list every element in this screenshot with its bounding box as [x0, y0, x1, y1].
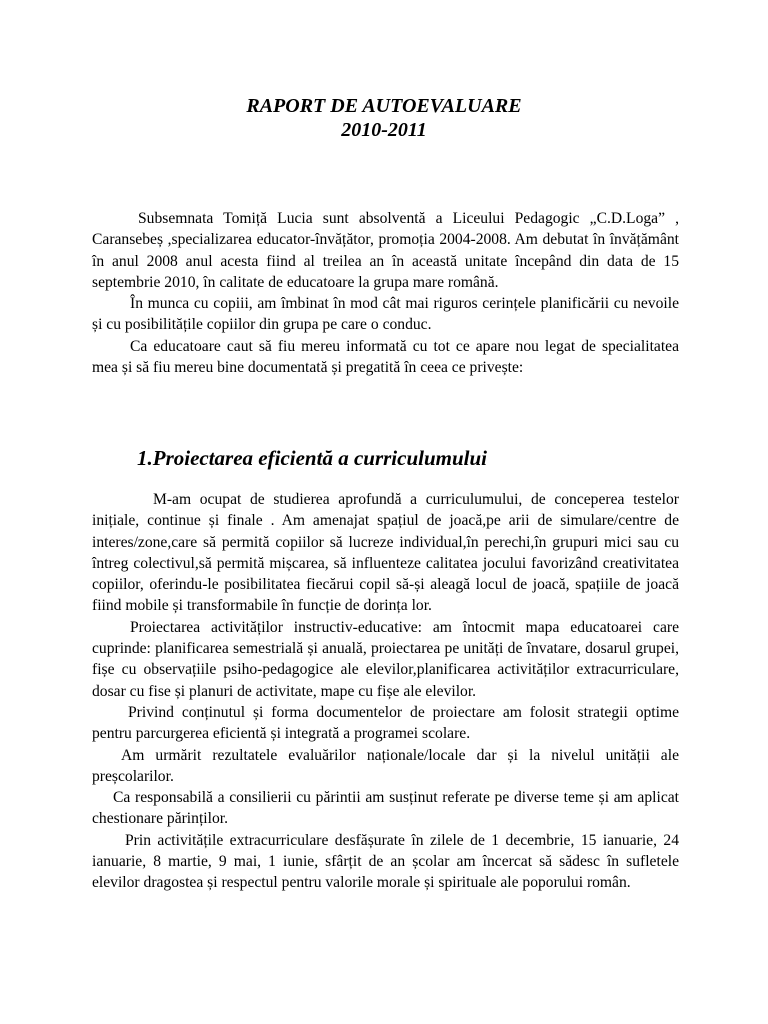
section-paragraph: Ca responsabilă a consilierii cu părintii am susținut referate pe diverse teme și am aplicat chestionare părinților.: [92, 789, 679, 828]
section-paragraph: Am urmărit rezultatele evaluărilor naționale/locale dar și la nivelul unității ale preșcolarilor.: [92, 746, 679, 785]
intro-section: [92, 208, 679, 378]
section-paragraph: Privind conținutul și forma documentelor de proiectare am folosit strategii optime pentru parcurgerea eficientă și integrată a programei scolare.: [92, 703, 679, 743]
intro-paragraph: În munca cu copiii, am îmbinat în mod cât mai riguros cerințele planificării cu nevoile și cu posibilitățile copiilor din grupa pe care o conduc.: [92, 295, 679, 334]
intro-paragraph: Ca educatoare caut să fiu mereu informată cu tot ce apare nou legat de specialitatea mea și să fiu mereu bine documentată și pregatită în ceea ce privește:: [92, 337, 679, 377]
section-heading: 1.Proiectarea eficientă a curriculumului: [137, 446, 487, 470]
document-year: 2010-2011: [341, 119, 427, 141]
curriculum-section: [92, 489, 679, 894]
section-paragraph: Proiectarea activităților instructiv-educative: am întocmit mapa educatoarei care cuprinde: planificarea semestrială și anuală, proiectarea pe unități de învatare, dosarul grupei, fișe cu observațiile psiho-pedagogice ale elevilor,planificarea activităților extracurriculare, dosar cu fise și planuri de activitate, mape cu fișe ale elevilor.: [92, 618, 679, 700]
section-paragraph: Prin activitățile extracurriculare desfășurate în zilele de 1 decembrie, 15 ianuarie, 24 ianuarie, 8 martie, 9 mai, 1 iunie, sfârțit de an școlar am încercat să sădesc în sufletele elevilor dragostea și respectul pentru valorile morale și spirituale ale poporului român.: [92, 831, 679, 892]
section-paragraph: M-am ocupat de studierea aprofundă a curriculumului, de conceperea testelor inițiale, continue și finale . Am amenajat spațiul de joacă,pe arii de simulare/centre de interes/zone,care să permită copiilor să lucreze individual,în perechi,în grupuri mici sau cu întreg colectivul,să permită mișcarea, să influenteze calitatea jocului favorizând creativitatea copiilor, oferindu-le posibilitatea fiecărui copil să-și aleagă locul de joacă, spațiile de joacă fiind mobile și transformabile în funcție de dorința lor.: [92, 491, 679, 615]
intro-paragraph: Subsemnata Tomiță Lucia sunt absolventă a Liceului Pedagogic „C.D.Loga” , Caransebeș ,specializarea educator-învățător, promoția 2004-2008. Am debutat în învățământ în anul 2008 anul acesta fiind al treilea an în această unitate începând din data de 15 septembrie 2010, în calitate de educatoare la grupa mare română.: [92, 210, 679, 291]
document-title: RAPORT DE AUTOEVALUARE: [246, 95, 522, 117]
